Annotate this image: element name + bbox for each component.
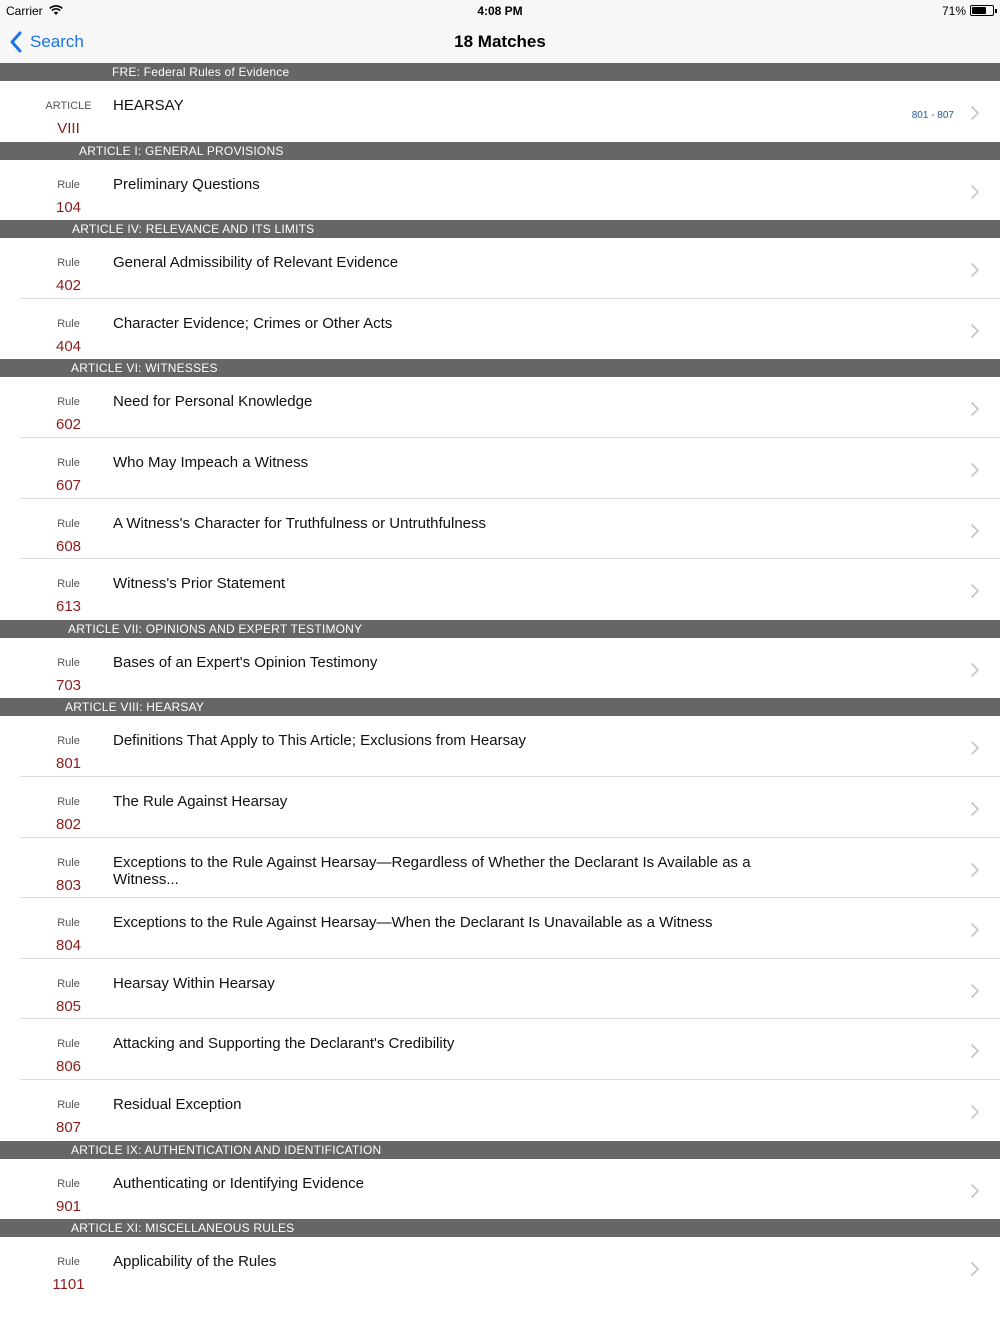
section-header: ARTICLE XI: MISCELLANEOUS RULES [0, 1219, 1000, 1237]
carrier-label: Carrier [6, 4, 43, 18]
list-item[interactable] [0, 559, 1000, 620]
chevron-right-icon [970, 1043, 980, 1059]
item-kind-label: Rule [57, 977, 80, 990]
item-title: Hearsay Within Hearsay [113, 974, 275, 992]
item-kind-label: Rule [57, 917, 80, 930]
item-title: Applicability of the Rules [113, 1253, 277, 1271]
item-number: 607 [55, 476, 82, 494]
list-item[interactable] [0, 160, 1000, 221]
section-header: FRE: Federal Rules of Evidence [0, 63, 1000, 81]
item-number: 613 [55, 598, 82, 616]
item-kind-label: Rule [57, 578, 80, 591]
section-header: ARTICLE VI: WITNESSES [0, 359, 1000, 377]
section-header: ARTICLE IX: AUTHENTICATION AND IDENTIFICATION [0, 1141, 1000, 1159]
chevron-right-icon [970, 105, 980, 121]
item-title: Bases of an Expert's Opinion Testimony [113, 653, 378, 671]
item-number: 806 [55, 1058, 82, 1076]
item-number: 602 [55, 416, 82, 434]
item-number: 608 [55, 537, 82, 555]
item-kind-label: Rule [57, 517, 80, 530]
page-title: 18 Matches [454, 32, 546, 51]
item-number: VIII [57, 120, 80, 137]
item-title: Preliminary Questions [113, 175, 260, 193]
chevron-right-icon [970, 184, 980, 200]
item-number: 804 [55, 937, 82, 955]
list-item[interactable] [0, 1237, 1000, 1298]
list-item[interactable] [0, 777, 1000, 838]
section-header: ARTICLE VIII: HEARSAY [0, 698, 1000, 716]
chevron-right-icon [970, 523, 980, 539]
item-kind-label: Rule [57, 1177, 80, 1190]
chevron-right-icon [970, 323, 980, 339]
item-kind-label: Rule [57, 1038, 80, 1051]
chevron-right-icon [970, 262, 980, 278]
results-list [0, 63, 1000, 1298]
list-item[interactable] [0, 1019, 1000, 1080]
item-number: 801 [55, 755, 82, 773]
list-item[interactable] [0, 1159, 1000, 1220]
item-title: Exceptions to the Rule Against Hearsay—Regardless of Whether the Declarant Is Available as a Witness... [113, 853, 751, 888]
item-title: Who May Impeach a Witness [113, 453, 309, 471]
item-kind-label: Rule [57, 456, 80, 469]
chevron-right-icon [970, 862, 980, 878]
chevron-right-icon [970, 740, 980, 756]
item-kind-label: Rule [57, 396, 80, 409]
list-item[interactable] [0, 238, 1000, 299]
item-kind-label: Rule [57, 735, 80, 748]
item-number: 402 [55, 277, 82, 295]
item-number: 703 [55, 676, 82, 694]
list-item[interactable] [0, 299, 1000, 360]
item-title: Authenticating or Identifying Evidence [113, 1174, 364, 1192]
chevron-right-icon [970, 462, 980, 478]
item-title: HEARSAY [113, 97, 184, 114]
item-number: 805 [55, 997, 82, 1015]
navigation-bar [0, 22, 1000, 63]
chevron-right-icon [970, 1104, 980, 1120]
item-kind-label: Rule [57, 1256, 80, 1269]
section-header: ARTICLE I: GENERAL PROVISIONS [0, 142, 1000, 160]
item-number: 404 [55, 337, 82, 355]
item-number: 807 [55, 1118, 82, 1136]
list-item[interactable] [0, 81, 1000, 142]
item-kind-label: Rule [57, 257, 80, 270]
item-title: Attacking and Supporting the Declarant's Credibility [113, 1035, 455, 1053]
section-header: ARTICLE IV: RELEVANCE AND ITS LIMITS [0, 220, 1000, 238]
item-number: 901 [55, 1197, 82, 1215]
list-item[interactable] [0, 838, 1000, 899]
chevron-right-icon [970, 1183, 980, 1199]
list-item[interactable] [0, 898, 1000, 959]
item-number: 104 [55, 198, 82, 216]
section-header: ARTICLE VII: OPINIONS AND EXPERT TESTIMONY [0, 620, 1000, 638]
list-item[interactable] [0, 1080, 1000, 1141]
chevron-right-icon [970, 401, 980, 417]
list-item[interactable] [0, 959, 1000, 1020]
list-item[interactable] [0, 377, 1000, 438]
chevron-right-icon [970, 922, 980, 938]
chevron-right-icon [970, 583, 980, 599]
list-item[interactable] [0, 638, 1000, 699]
item-kind-label: ARTICLE [45, 100, 92, 112]
item-title: Exceptions to the Rule Against Hearsay—When the Declarant Is Unavailable as a Witness [113, 914, 713, 932]
chevron-right-icon [970, 1261, 980, 1277]
item-number: 802 [55, 815, 82, 833]
item-number: 1101 [52, 1276, 85, 1294]
item-kind-label: Rule [57, 656, 80, 669]
item-title: Residual Exception [113, 1095, 242, 1113]
item-title: Need for Personal Knowledge [113, 393, 313, 411]
item-kind-label: Rule [57, 317, 80, 330]
battery-percent: 71% [941, 4, 966, 18]
item-kind-label: Rule [57, 178, 80, 191]
battery-icon [970, 5, 994, 16]
item-kind-label: Rule [57, 795, 80, 808]
item-title: Definitions That Apply to This Article; Exclusions from Hearsay [113, 732, 526, 750]
clock: 4:08 PM [477, 4, 523, 18]
list-item[interactable] [0, 716, 1000, 777]
chevron-right-icon [970, 983, 980, 999]
item-title: Character Evidence; Crimes or Other Acts [113, 314, 393, 332]
chevron-right-icon [970, 662, 980, 678]
list-item[interactable] [0, 499, 1000, 560]
item-number: 803 [55, 876, 82, 894]
back-button-label: Search [30, 32, 84, 51]
chevron-right-icon [970, 801, 980, 817]
item-title: Witness's Prior Statement [113, 575, 286, 593]
item-title: General Admissibility of Relevant Evidence [113, 254, 399, 272]
status-bar [0, 0, 1000, 22]
item-kind-label: Rule [57, 1098, 80, 1111]
item-kind-label: Rule [57, 856, 80, 869]
list-item[interactable] [0, 438, 1000, 499]
item-title: The Rule Against Hearsay [113, 792, 288, 810]
item-title: A Witness's Character for Truthfulness or Untruthfulness [113, 514, 487, 532]
rule-range: 801 - 807 [911, 110, 954, 121]
